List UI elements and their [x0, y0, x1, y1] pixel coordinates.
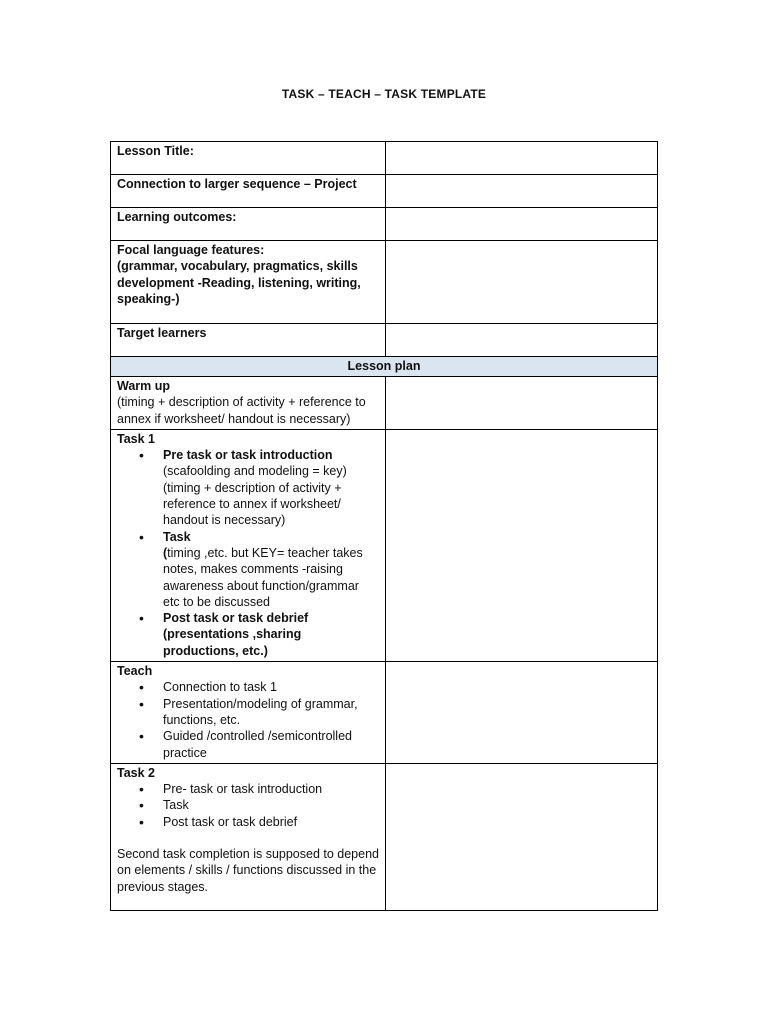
task2-heading: Task 2	[117, 765, 155, 780]
task1-pre-task-item	[163, 447, 379, 528]
row-lesson-title	[111, 142, 658, 175]
task2-item: • Post task or task debrief	[163, 814, 379, 830]
lesson-title-cell[interactable]	[386, 142, 658, 175]
row-lesson-plan-header	[111, 357, 658, 377]
teach-label	[111, 662, 386, 764]
row-focal-language	[111, 241, 658, 324]
warm-up-cell[interactable]	[386, 377, 658, 430]
learning-outcomes-cell[interactable]	[386, 208, 658, 241]
focal-language-detail: (grammar, vocabulary, pragmatics, skills development -Reading, listening, writing, speaking-)	[117, 259, 361, 306]
target-learners-label: Target learners	[111, 324, 386, 357]
post-task-detail: (presentations ,sharing productions, etc.)	[163, 627, 302, 658]
learning-outcomes-label: Learning outcomes:	[111, 208, 386, 241]
focal-language-label	[111, 241, 386, 324]
lesson-title-label: Lesson Title:	[111, 142, 386, 175]
connection-cell[interactable]	[386, 175, 658, 208]
lesson-plan-heading: Lesson plan	[111, 357, 658, 377]
teach-item: • Presentation/modeling of grammar, functions, etc.	[163, 696, 379, 729]
task2-item: • Pre- task or task introduction	[163, 781, 379, 797]
task-detail-paren: (	[163, 545, 168, 560]
post-task-title: • Post task or task debrief	[163, 611, 309, 626]
task2-note: Second task completion is supposed to depend on elements / skills / functions discussed in the previous stages.	[117, 847, 379, 894]
row-teach	[111, 662, 658, 764]
row-task2	[111, 763, 658, 910]
task2-list	[117, 781, 379, 830]
warm-up-heading: Warm up	[117, 379, 171, 393]
task2-cell[interactable]	[386, 763, 658, 910]
document-title: TASK – TEACH – TASK TEMPLATE	[281, 87, 487, 101]
template-table	[110, 141, 658, 911]
row-learning-outcomes	[111, 208, 658, 241]
teach-item: • Connection to task 1	[163, 679, 379, 695]
target-learners-cell[interactable]	[386, 324, 658, 357]
task1-label	[111, 429, 386, 661]
row-warm-up	[111, 377, 658, 430]
teach-cell[interactable]	[386, 662, 658, 764]
task1-task-item	[163, 529, 379, 610]
pre-task-line1: (scafoolding and modeling = key)	[163, 464, 347, 479]
connection-label: Connection to larger sequence – Project	[111, 175, 386, 208]
warm-up-detail: (timing + description of activity + reference to annex if worksheet/ handout is necessary)	[117, 395, 366, 426]
pre-task-line2: (timing + description of activity + reference to annex if worksheet/ handout is necessary)	[163, 480, 342, 528]
task-title: • Task	[163, 529, 191, 544]
pre-task-title: • Pre task or task introduction	[163, 448, 333, 463]
task2-label	[111, 763, 386, 910]
warm-up-label	[111, 377, 386, 430]
task1-cell[interactable]	[386, 429, 658, 661]
focal-language-heading: Focal language features:	[117, 243, 265, 257]
teach-list	[117, 679, 379, 760]
teach-heading: Teach	[117, 664, 153, 679]
task2-item: • Task	[163, 797, 379, 813]
task-detail-block	[163, 545, 379, 610]
focal-language-cell[interactable]	[386, 241, 658, 324]
task1-heading: Task 1	[117, 431, 155, 446]
teach-item: • Guided /controlled /semicontrolled practice	[163, 728, 379, 761]
task1-list	[117, 447, 379, 659]
spacer	[117, 830, 379, 846]
row-connection	[111, 175, 658, 208]
row-target-learners	[111, 324, 658, 357]
task1-post-task-item	[163, 610, 379, 659]
row-task1	[111, 429, 658, 661]
task-detail: timing ,etc. but KEY= teacher takes notes, makes comments -raising awareness about function/grammar etc to be discussed	[163, 545, 363, 609]
